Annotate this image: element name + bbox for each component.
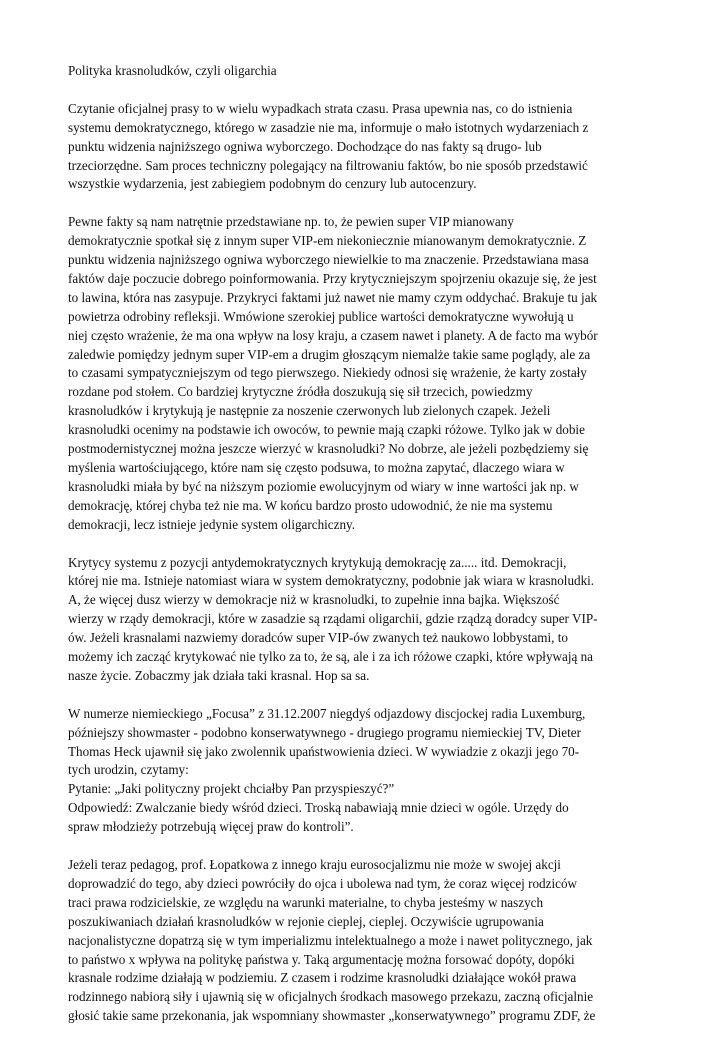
text-line: demokratycznie spotkał się z innym super VIP-em niekoniecznie mianowanym demokratycznie. Z — [68, 233, 587, 249]
text-line: której nie ma. Istnieje natomiast wiara w system demokratyczny, podobnie jak wiara w krasnoludki. — [68, 573, 595, 589]
text-line: rodzinnego nabiorą siły i ujawnią się w oficjalnych środkach masowego przekazu, zaczną oficjalnie — [68, 989, 594, 1005]
text-line: ów. Jeżeli krasnalami nazwiemy doradców super VIP-ów zwanych też naukowo lobbystami, to — [68, 630, 568, 646]
paragraph — [68, 856, 654, 1026]
text-line: spraw młodzieży potrzebują więcej praw do kontroli”. — [68, 819, 354, 835]
text-line: krasnoludki ocenimy na podstawie ich owoców, to pewnie mają czapki różowe. Tylko jak w dobie — [68, 422, 585, 438]
text-line: trzeciorzędne. Sam proces techniczny polegający na filtrowaniu faktów, bo nie sposób przedstawić — [68, 157, 588, 173]
text-line: powietrza odrobiny refleksji. Wmówione szerokiej publice wartości demokratyczne wywołują u — [68, 308, 574, 324]
text-line: wierzy w rządy demokracji, które w zasadzie są rządami oligarchii, gdzie rządzą doradcy super VIP- — [68, 611, 598, 627]
text-line: zaledwie pomiędzy jednym super VIP-em a drugim głoszącym niemalże takie same poglądy, ale za — [68, 346, 591, 362]
text-line: Odpowiedź: Zwalczanie biedy wśród dzieci. Troską nabawiają mnie dzieci w ogóle. Urzędy do — [68, 800, 569, 816]
text-line: myślenia wartościującego, które nam się często podsuwa, to można zapytać, dlaczego wiara w — [68, 460, 565, 475]
text-line: demokrację, której chyba też nie ma. W końcu bardzo prosto udowodnić, że nie ma systemu — [68, 497, 553, 513]
text-line: możemy ich zacząć krytykować nie tylko za to, że są, ale i za ich różowe czapki, które wpływają na — [68, 649, 594, 665]
text-line: poszukiwaniach działań krasnoludków w rejonie cieplej, cieplej. Oczywiście ugrupowania — [68, 913, 544, 929]
text-line: głosić takie same przekonania, jak wspomniany showmaster „konserwatywnego” programu ZDF, że — [68, 1008, 596, 1024]
text-line: późniejszy showmaster - podobno konserwatywnego - drugiego programu niemieckiej TV, Dieter — [68, 724, 581, 740]
paragraph — [68, 705, 654, 837]
document-page — [68, 62, 654, 1045]
text-line: krasnale rodzime działają w podziemiu. Z czasem i rodzime krasnoludki działające wokół prawa — [68, 970, 577, 986]
text-line: to czasami sympatyczniejszym od tego pierwszego. Niekiedy odnosi się wrażenie, że karty zostały — [68, 365, 587, 381]
text-line: Jeżeli teraz pedagog, prof. Łopatkowa z innego kraju eurosocjalizmu nie może w swojej akcji — [68, 856, 561, 872]
text-line: nacjonalistyczne dopatrzą się w tym imperializmu intelektualnego a może i nawet politycznego, jak — [68, 932, 593, 948]
text-line: Krytycy systemu z pozycji antydemokratycznych krytykują demokrację za..... itd. Demokracji, — [68, 554, 567, 570]
text-line: Czytanie oficjalnej prasy to w wielu wypadkach strata czasu. Prasa upewnia nas, co do istnienia — [68, 100, 573, 116]
text-line: A, że więcej dusz wierzy w demokracje niż w krasnoludki, to zupełnie inna bajka. Większość — [68, 592, 560, 608]
text-line: punktu widzenia najniższego ogniwa wyborczego niewielkie to ma znaczenie. Przedstawiana masa — [68, 252, 589, 268]
text-line: punktu widzenia najniższego ogniwa wyborczego. Dochodzące do nas fakty są drugo- lub — [68, 138, 542, 154]
text-line: doprowadzić do tego, aby dzieci powróciły do ojca i ubolewa nad tym, że coraz więcej rodziców — [68, 875, 578, 891]
text-line: traci prawa rodzicielskie, ze względu na warunki materialne, to chyba jesteśmy w naszych — [68, 894, 544, 910]
text-line: rozdane pod stołem. Co bardziej krytyczne źródła doszukują się sił trzecich, powiedzmy — [68, 384, 533, 400]
text-line: tych urodzin, czytamy: — [68, 762, 189, 778]
text-line: wszystkie wydarzenia, jest zabiegiem podobnym do cenzury lub autocenzury. — [68, 176, 477, 192]
document-title: Polityka krasnoludków, czyli oligarchia — [68, 63, 277, 78]
text-line: krasnoludków i krytykują je następnie za noszenie czerwonych lub zielonych czapek. Jeżeli — [68, 403, 551, 419]
text-line: nasze życie. Zobaczmy jak działa taki krasnal. Hop sa sa. — [68, 667, 370, 683]
paragraph — [68, 213, 654, 534]
text-line: to lawina, która nas zasypuje. Przykryci faktami już nawet nie mamy czym oddychać. Brakuje tu jak — [68, 289, 598, 305]
text-line: postmodernistycznej można jeszcze wierzyć w krasnoludki? No dobrze, ale jeżeli pozbędziemy się — [68, 441, 589, 457]
text-line: faktów daje poczucie dobrego poinformowania. Przy krytyczniejszym spojrzeniu okazuje się, że jest — [68, 270, 597, 286]
text-line: Pewne fakty są nam natrętnie przedstawiane np. to, że pewien super VIP mianowany — [68, 214, 514, 230]
text-line: systemu demokratycznego, którego w zasadzie nie ma, informuje o mało istotnych wydarzeniach z — [68, 119, 589, 135]
text-line: krasnoludki miała by być na niższym poziomie ewolucyjnym od wiary w inne wartości jak np. w — [68, 478, 579, 494]
paragraph — [68, 100, 654, 195]
text-line: to państwo x wpływa na politykę państwa y. Taką argumentację można forsować dopóty, dopóki — [68, 951, 575, 967]
text-line: Thomas Heck ujawnił się jako zwolennik upaństwowienia dzieci. W wywiadzie z okazji jego 70- — [68, 743, 580, 759]
text-line: Pytanie: „Jaki polityczny projekt chciałby Pan przyspieszyć?” — [68, 781, 395, 797]
text-line: W numerze niemieckiego „Focusa” z 31.12.2007 niegdyś odjazdowy discjockej radia Luxemburg, — [68, 705, 586, 721]
text-line: niej często wrażenie, że ma ona wpływ na losy kraju, a czasem nawet i planety. A de facto ma wybór — [68, 327, 598, 343]
paragraph — [68, 554, 654, 686]
text-line: demokracji, lecz istnieje jedynie system oligarchiczny. — [68, 516, 356, 532]
document-body — [68, 100, 654, 1026]
